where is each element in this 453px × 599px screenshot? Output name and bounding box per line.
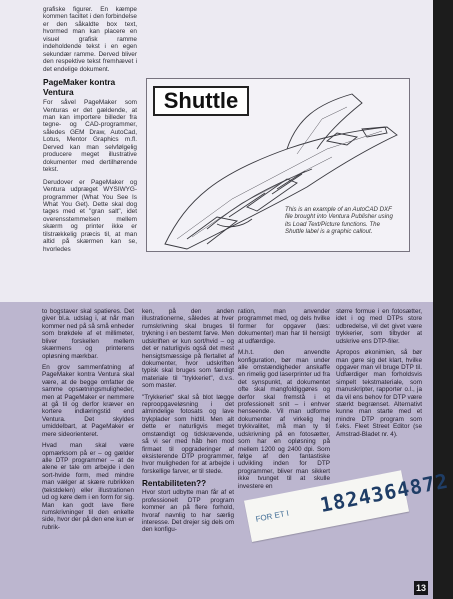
column-4: [336, 308, 422, 442]
page-number: 13: [415, 583, 426, 593]
body-paragraph: For såvel PageMaker som Venturas er det gældende, at man kan importere billeder fra tegne- og CAD-programmer, således GEM Draw, AutoCad, Lotus, Mentor Graphics m.fl. Derved kan man selvfølgelig producere meget illustrative dokumenter med dertilhørende tekst.: [43, 99, 137, 174]
body-paragraph: "Trykkeriet" skal så blot lægge reproopgaveløsning i det almindelige fotosats og lave trykplader som hidtil. Men alt dette er naturligvis meget omstændigt og tidskrævende, så vi ser med håb hen mod firmaet til opgraderinger af eksisterende DTP programmer, hvor muligheden for at arbejde i forskellige farver, er til stede.: [142, 393, 234, 475]
body-paragraph: Hvad man skal være opmærksom på er – og gælder alle DTP programmer – at de alene er tale om arbejde i den sort-hvide form, med mindre man vælger at skære rubrikken (tekstdelen) eller illustrationen ud og køre dem i en form for sig. Man kan godt lave flere rumskrivninger til den enkelte side, hvor der på den ene kun er rubrik-: [42, 442, 134, 531]
body-paragraph: større formue i en fotosætter, idet i og med DTPs store udbredelse, vil det givet være trykkerier, som tilbyder at udskrive ens DTP-filer.: [336, 308, 422, 345]
body-paragraph: to bogstaver skal spatieres. Det giver bl.a. udslag i, at når man kommer ned på så små enheder som brøkdele af et millimeter, bliver forskellen mellem skærmens og printerens opløsning mærkbar.: [42, 308, 134, 360]
body-paragraph: Derudover er PageMaker og Ventura udpræget WYSIWYG-programmer (What You See Is What You Get). Dette skal dog tages med et "gran salt", idet overensstemmelsen mellem skærm og printer ikke er tilstrækkelig præcis til, at man altid på skærmen kan se, hvorledes: [43, 178, 137, 253]
section-heading: Rentabiliteten??: [142, 479, 207, 489]
sticker-number: 1824364872: [317, 468, 451, 518]
section-heading: PageMaker kontra Ventura: [43, 77, 116, 97]
column-3: [238, 308, 330, 494]
shuttle-label: Shuttle: [153, 86, 249, 116]
body-paragraph: ken, på den anden illustrationerne, således at hver rumskrivning skal bruges til trykning i en bestemt farve. Men udskriften er kun sort/hvid – og det er naturligvis også det mest hensigtsmæssige på flertallet af dokumenter, hvor udskriften typisk skal bruges som færdigt materiale til "trykkeriet", d.v.s. som master.: [142, 308, 234, 390]
body-paragraph: Apropos økonimien, så bør man gøre sig det klart, hvilke opgaver man vil bruge DTP til. Udfærdiger man forholdsvis simpelt tekstmateriale, som manuskripter, rapporter o.l., ja da vil ens behov for DTP være stærkt begrænset. Alternativt kunne man starte med et mindre DTP program som f.eks. Fleet Street Editor (se Amstrad-Bladet nr. 4).: [336, 349, 422, 438]
column-2: [142, 308, 234, 538]
figure-caption: This is an example of an AutoCAD DXF file brought into Ventura Publisher using its Load Text/Picture functions. The Shuttle label is a graphic callout.: [285, 206, 393, 235]
body-paragraph: Hvor stort udbytte man får af et professionelt DTP program kommer an på flere forhold, hvoraf navnlig to har særlig interesse. Det drejer sig dels om den konfigu-: [142, 489, 234, 534]
body-paragraph: En grov sammenfatning af PageMaker kontra Ventura skal være, at de begge omfatter de samme opsætningsmuligheder, men at PageMaker er nemmere at gå til og derfor kræver en kortere indlæringstid end Ventura. Det skyldes umiddelbart, at PageMaker er mere sideorienteret.: [42, 363, 134, 438]
body-paragraph: ration, man anvender programmet med, og dels hvilke former for opgaver (læs: dokumenter) man har til hensigt at udfærdige.: [238, 308, 330, 345]
sticker-prefix: FOR ET I: [254, 508, 290, 524]
body-paragraph: M.h.t. den anvendte konfiguration, bør man under alle omstændigheder anskaffe en rimelig god laserprinter ud fra det synspunkt, at dokumentet ofte skal mangfoldiggøres og derfor skal fremstå i et professionelt snit – i enhver henseende. Vil man udforme dokumenter af virkelig høj trykkvalitet, må man ty til udskrivning på en fotosætter, som har en opløsning på mellem 1200 og 2400 dpi. Som følge af den fantastiske udvikling inden for DTP programmer, bliver man sikkert ikke tvunget til at skulle investere en: [238, 349, 330, 490]
body-paragraph: grafiske figurer. En kæmpe kommen faciltet i den forbindelse er den såkaldte box text, hvormed man kan placere en visuel grafisk ramme indeholdende tekst i en egen sekundær ramme. Derved bliver den respektive tekst fremhævet i det endelige dokument.: [43, 6, 137, 73]
top-section: [0, 0, 433, 302]
column-1: [42, 308, 134, 535]
top-left-column: [43, 6, 137, 258]
